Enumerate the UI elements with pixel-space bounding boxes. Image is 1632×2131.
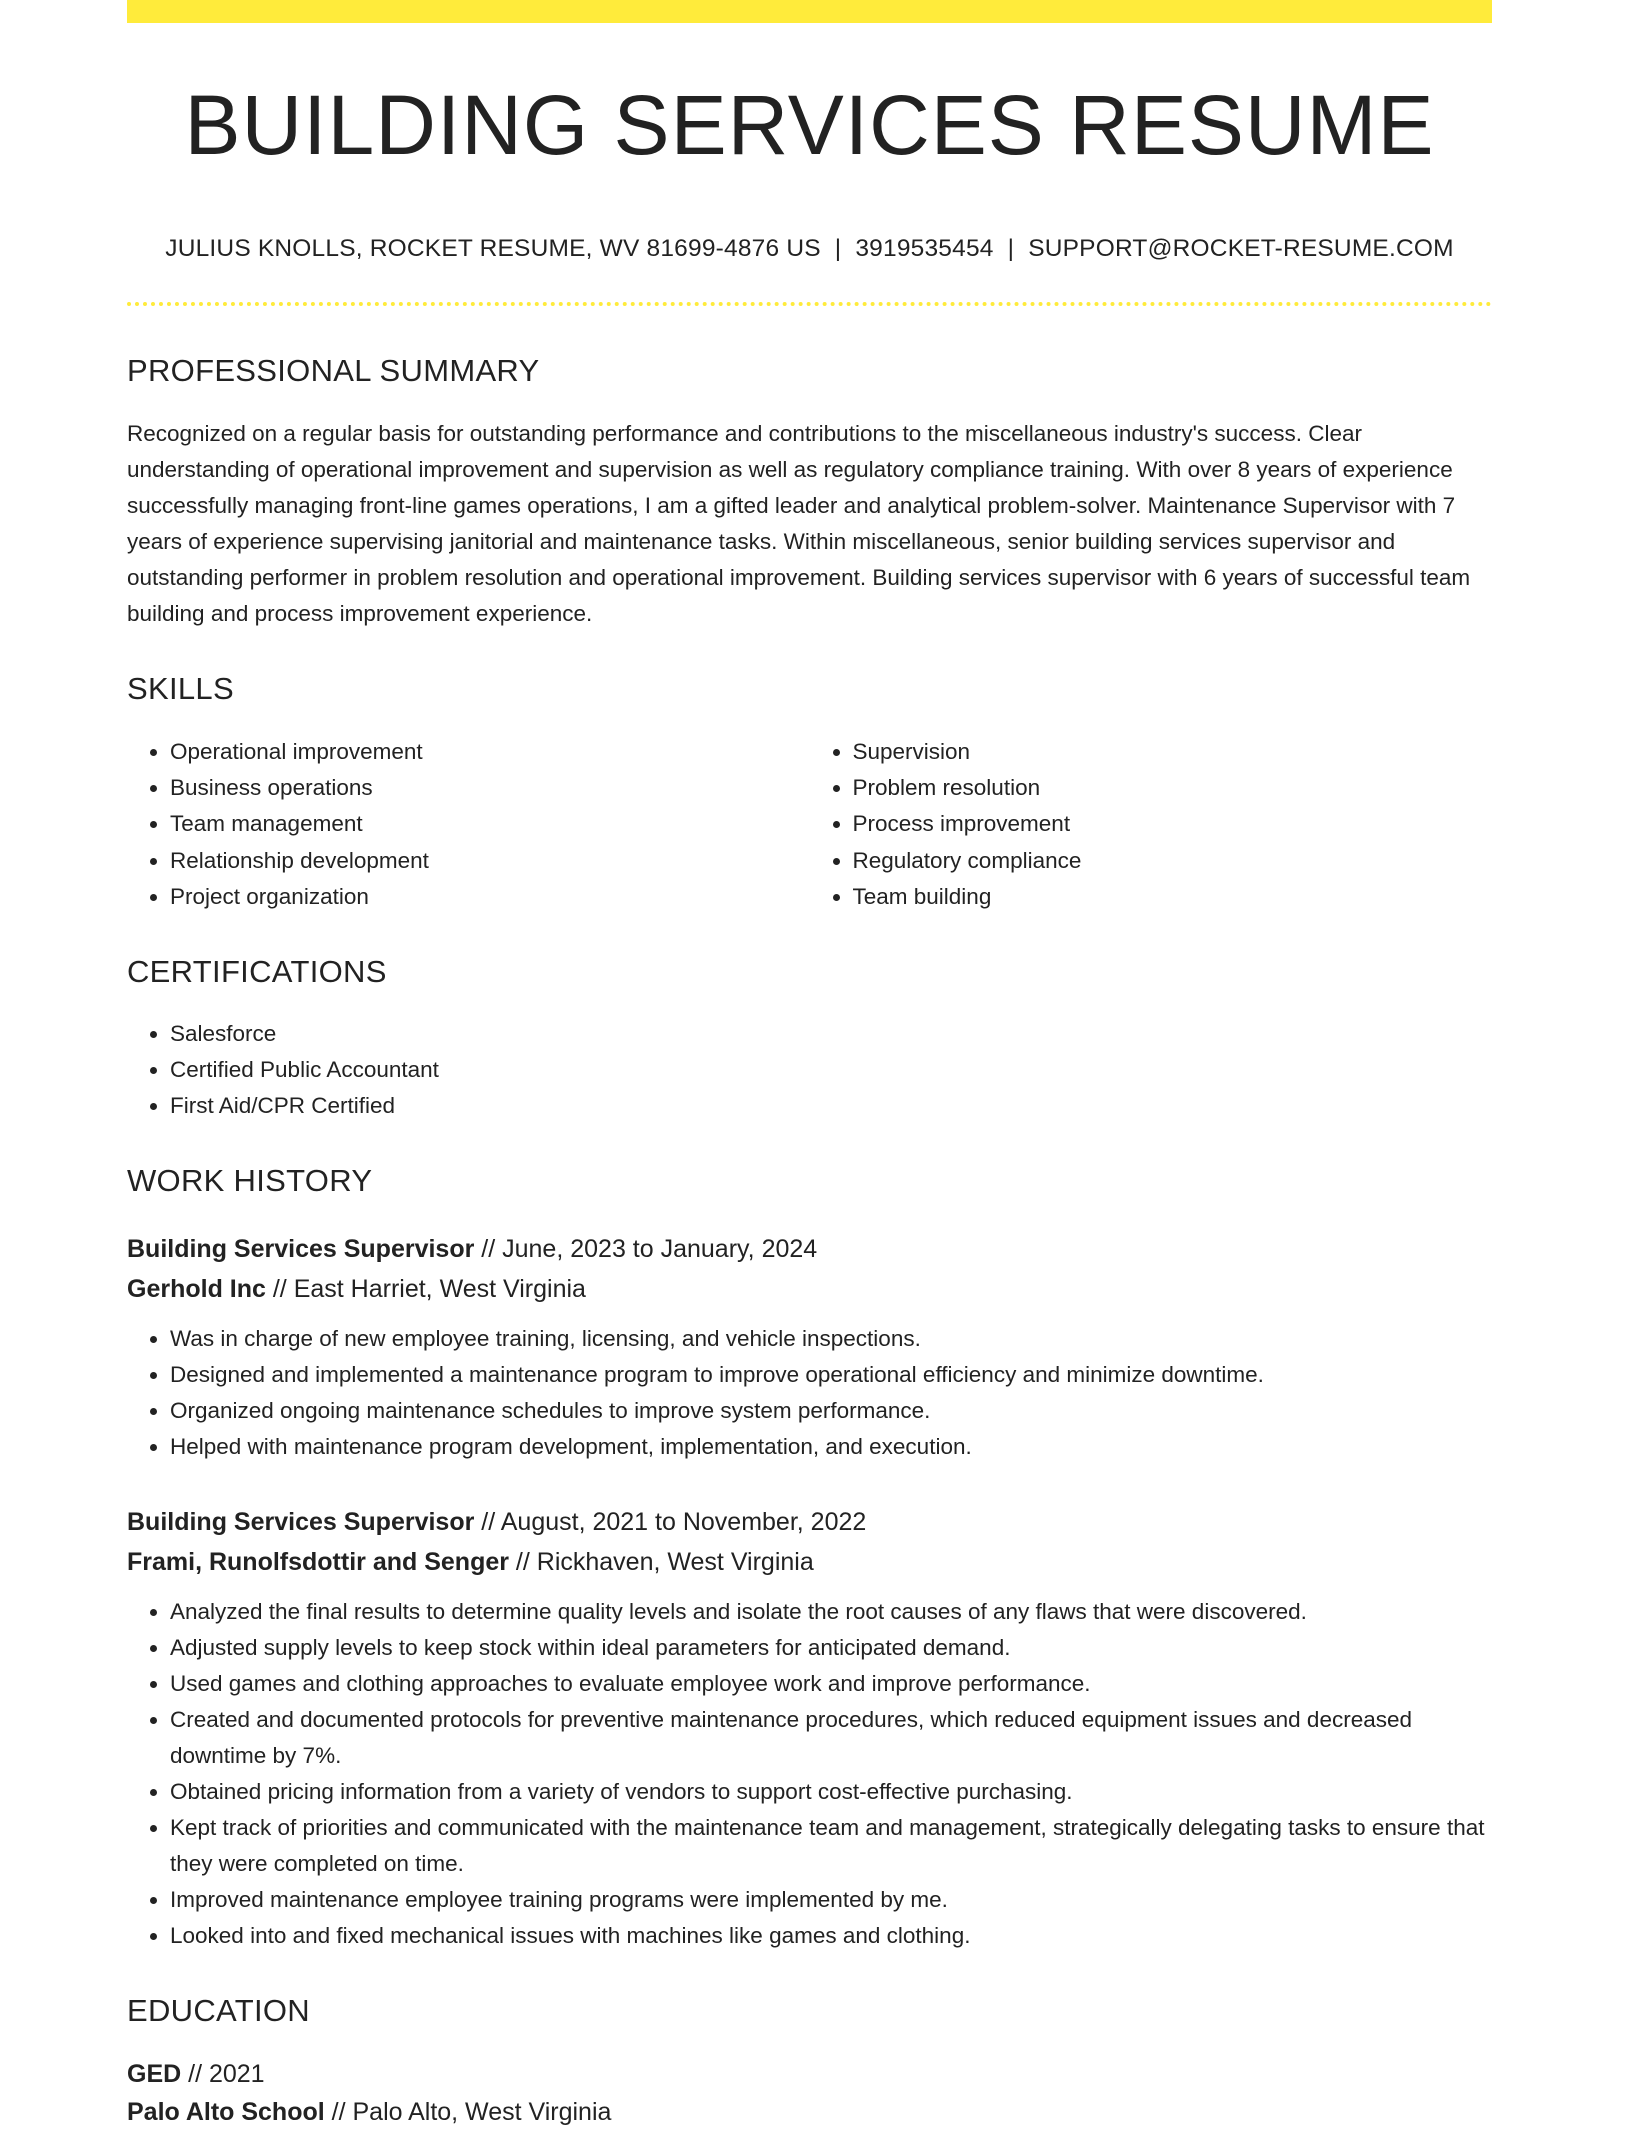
- header-divider: [127, 302, 1492, 306]
- job-company: Frami, Runolfsdottir and Senger: [127, 1548, 509, 1577]
- skill-item: • Problem resolution: [853, 770, 1493, 806]
- job-title: Building Services Supervisor: [127, 1508, 475, 1537]
- education-degree-line: [127, 2055, 1492, 2093]
- resume-page: [127, 0, 1492, 2131]
- skills-columns: [127, 734, 1492, 915]
- contact-line: [127, 235, 1492, 263]
- skill-item: • Business operations: [170, 770, 810, 806]
- skill-item: • Team building: [853, 879, 1493, 915]
- certification-item: • Salesforce: [170, 1016, 1492, 1052]
- job-entry: [127, 1229, 1492, 1465]
- certification-item: • First Aid/CPR Certified: [170, 1088, 1492, 1124]
- education-section: [127, 1993, 1492, 2131]
- education-location: // Palo Alto, West Virginia: [324, 2098, 612, 2127]
- skill-item: • Process improvement: [853, 806, 1493, 842]
- job-bullet: • Adjusted supply levels to keep stock within ideal parameters for anticipated demand.: [170, 1630, 1492, 1666]
- summary-section: [127, 353, 1492, 632]
- work-history-section: [127, 1163, 1492, 1954]
- skill-item: • Operational improvement: [170, 734, 810, 770]
- skill-item: • Regulatory compliance: [853, 843, 1493, 879]
- skills-list-left: [127, 734, 810, 915]
- education-school: Palo Alto School: [127, 2098, 325, 2127]
- job-bullets: [127, 1594, 1492, 1954]
- contact-separator: |: [1007, 235, 1015, 262]
- skills-list-right: [810, 734, 1493, 915]
- job-bullet: • Improved maintenance employee training programs were implemented by me.: [170, 1882, 1492, 1918]
- job-company: Gerhold Inc: [127, 1275, 266, 1304]
- job-location: // East Harriet, West Virginia: [265, 1275, 586, 1304]
- summary-heading: PROFESSIONAL SUMMARY: [127, 353, 540, 388]
- education-degree: GED: [127, 2060, 182, 2089]
- job-title-line: [127, 1229, 1492, 1269]
- skills-heading: SKILLS: [127, 671, 234, 706]
- skill-item: • Project organization: [170, 879, 810, 915]
- job-bullet: • Kept track of priorities and communicated with the maintenance team and management, strategically delegating tasks to ensure that they were completed on time.: [170, 1810, 1492, 1882]
- resume-title: BUILDING SERVICES RESUME: [184, 78, 1435, 172]
- job-bullet: • Helped with maintenance program development, implementation, and execution.: [170, 1429, 1492, 1465]
- contact-phone: 3919535454: [855, 235, 994, 262]
- job-bullet: • Looked into and fixed mechanical issues with machines like games and clothing.: [170, 1918, 1492, 1954]
- work-history-heading: WORK HISTORY: [127, 1163, 373, 1199]
- job-bullet: • Created and documented protocols for preventive maintenance procedures, which reduced equipment issues and decreased downtime by 7%.: [170, 1702, 1492, 1774]
- job-bullet: • Designed and implemented a maintenance program to improve operational efficiency and minimize downtime.: [170, 1357, 1492, 1393]
- certifications-list: [127, 1016, 1492, 1124]
- job-bullet: • Was in charge of new employee training, licensing, and vehicle inspections.: [170, 1321, 1492, 1357]
- job-bullet: • Obtained pricing information from a variety of vendors to support cost-effective purchasing.: [170, 1774, 1492, 1810]
- summary-text: Recognized on a regular basis for outstanding performance and contributions to the miscellaneous industry's success. Clear understanding of operational improvement and supervision as well as regulatory compliance training. With over 8 years of experience successfully managing front-line games operations, I am a gifted leader and analytical problem-solver. Maintenance Supervisor with 7 years of experience supervising janitorial and maintenance tasks. Within miscellaneous, senior building services supervisor and outstanding performer in problem resolution and operational improvement. Building services supervisor with 6 years of successful team building and process improvement experience.: [127, 421, 1471, 626]
- skills-section: [127, 671, 1492, 915]
- skill-item: • Relationship development: [170, 843, 810, 879]
- education-year: // 2021: [181, 2060, 265, 2089]
- certifications-section: [127, 954, 1492, 1124]
- job-bullets: [127, 1321, 1492, 1465]
- job-bullet: • Analyzed the final results to determine quality levels and isolate the root causes of any flaws that were discovered.: [170, 1594, 1492, 1630]
- job-bullet: • Organized ongoing maintenance schedules to improve system performance.: [170, 1393, 1492, 1429]
- top-accent-bar: [127, 0, 1492, 23]
- job-dates: // June, 2023 to January, 2024: [474, 1235, 818, 1264]
- job-title-line: [127, 1502, 1492, 1542]
- job-title: Building Services Supervisor: [127, 1235, 475, 1264]
- education-school-line: [127, 2093, 1492, 2131]
- job-company-line: [127, 1542, 1492, 1582]
- contact-separator: |: [834, 235, 842, 262]
- job-entry: [127, 1502, 1492, 1954]
- skill-item: • Team management: [170, 806, 810, 842]
- job-dates: // August, 2021 to November, 2022: [474, 1508, 867, 1537]
- contact-email: SUPPORT@ROCKET-RESUME.COM: [1028, 235, 1454, 262]
- job-bullet: • Used games and clothing approaches to evaluate employee work and improve performance.: [170, 1666, 1492, 1702]
- certification-item: • Certified Public Accountant: [170, 1052, 1492, 1088]
- contact-address: JULIUS KNOLLS, ROCKET RESUME, WV 81699-4876 US: [165, 235, 821, 262]
- job-company-line: [127, 1269, 1492, 1309]
- skill-item: • Supervision: [853, 734, 1493, 770]
- job-location: // Rickhaven, West Virginia: [508, 1548, 814, 1577]
- certifications-heading: CERTIFICATIONS: [127, 954, 387, 990]
- education-heading: EDUCATION: [127, 1993, 310, 2029]
